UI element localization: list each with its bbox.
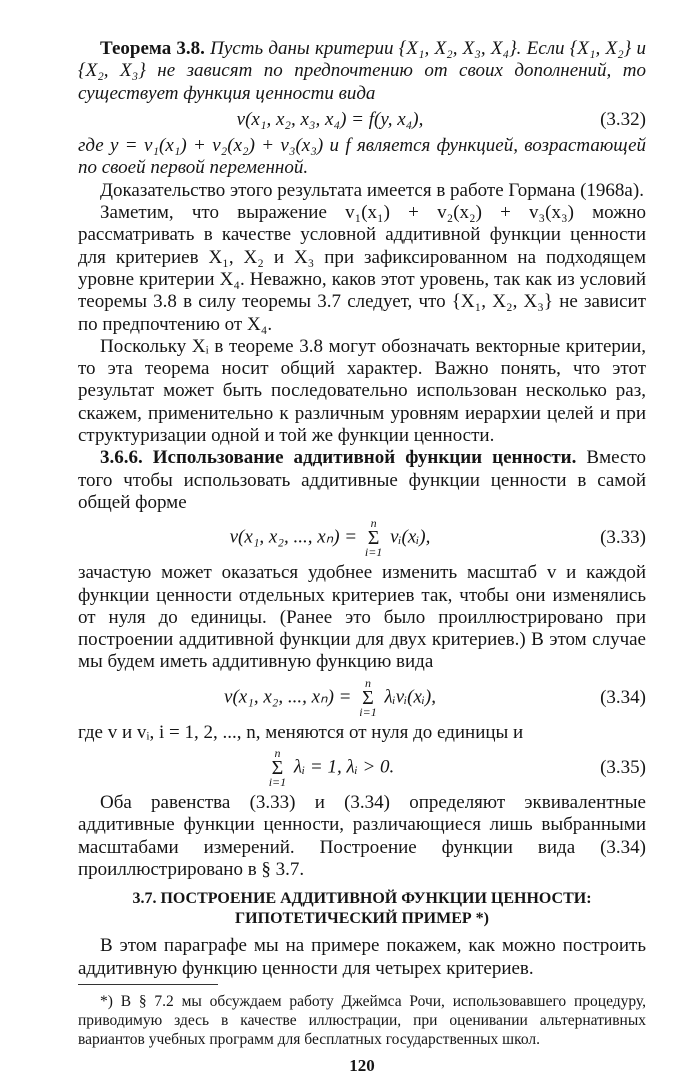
formula-3-32 xyxy=(78,109,646,131)
formula-3-32-expr: v(x₁, x₂, x₃, x₄) = f(y, x₄), xyxy=(236,108,424,130)
sum-lower-limit: i=1 xyxy=(359,704,377,719)
sigma-glyph: Σ xyxy=(367,527,380,550)
formula-3-34-lhs: v(x₁, x₂, ..., xₙ) = xyxy=(224,686,352,708)
section-heading xyxy=(78,889,646,929)
formula-3-35-number: (3.35) xyxy=(600,756,646,778)
formula-3-32-number: (3.32) xyxy=(600,108,646,130)
sum-lower-limit: i=1 xyxy=(364,545,383,560)
formula-3-34-expr xyxy=(78,675,582,719)
theorem-text: Пусть даны критерии {X₁, X₂, X₃, X₄}. Если {X₁, X₂} и {X₂, X₃} не зависят по предпочтению от своих дополнений, то существует функция ценности вида xyxy=(78,38,647,104)
page-number: 120 xyxy=(349,1055,375,1075)
sum-lower-limit: i=1 xyxy=(268,775,287,790)
sum-symbol xyxy=(269,748,286,788)
paragraph-equivalence: Оба равенства (3.33) и (3.34) определяют эквивалентные аддитивные функции ценности, различающиеся лишь выбранными масштабами измерений. Построение функции вида (3.34) проиллюстрировано в § 3.7. xyxy=(78,792,646,880)
proof-reference: Доказательство этого результата имеется в работе Гормана (1968а). xyxy=(100,179,644,201)
paragraph-intro: В этом параграфе мы на примере покажем, как можно построить аддитивную функцию ценности для четырех критериев. xyxy=(78,935,646,979)
formula-3-34-number: (3.34) xyxy=(600,686,646,708)
subsection-heading: 3.6.6. Использование аддитивной функции ценности. xyxy=(100,447,577,469)
sum-symbol xyxy=(365,518,382,558)
formula-3-33 xyxy=(78,518,646,558)
sum-upper-limit: n xyxy=(274,746,281,761)
sum-symbol xyxy=(359,675,377,719)
formula-3-33-lhs: v(x₁, x₂, ..., xₙ) = xyxy=(229,526,358,548)
formula-3-34 xyxy=(78,675,646,719)
theorem-label: Теорема 3.8. xyxy=(100,38,205,59)
paragraph-range: где v и vᵢ, i = 1, 2, ..., n, меняются от нуля до единицы и xyxy=(78,721,524,743)
paragraph-note: Заметим, что выражение v₁(x₁) + v₂(x₂) + v₃(x₃) можно рассматривать в качестве условной аддитивной функции ценности для критериев X₁, X₂ и X₃ при зафиксированном на подходящем уровне критерии X₄. Неважно, каков этот уровень, так как из условий теоремы 3.8 в силу теоремы 3.7 следует, что {X₁, X₂, X₃} не зависит по предпочтению от X₄. xyxy=(78,202,646,335)
formula-3-34-rhs: λᵢvᵢ(xᵢ), xyxy=(384,686,436,708)
theorem-where: где y = v₁(x₁) + v₂(x₂) + v₃(x₃) и f является функцией, возрастающей по своей первой переменной. xyxy=(78,135,646,179)
paragraph-scale: зачастую может оказаться удобнее изменить масштаб v и каждой функции ценности отдельных критериев так, чтобы они изменялись от нуля до единицы. (Ранее это было проиллюстрировано при построении аддитивной функции для двух критериев.) В этом случае мы будем иметь аддитивную функцию вида xyxy=(78,562,646,673)
formula-3-33-number: (3.33) xyxy=(600,527,646,549)
formula-3-35 xyxy=(78,748,646,788)
sigma-glyph: Σ xyxy=(362,686,374,709)
paragraph-vector-criteria: Поскольку Xᵢ в теореме 3.8 могут обозначать векторные критерии, то эта теорема носит общий характер. Важно понять, что этот результат может быть последовательно использован несколько раз, скажем, применительно к различным уровням иерархии целей и при структуризации одной и той же функции ценности. xyxy=(78,335,646,447)
footnote-divider xyxy=(78,984,218,985)
page-content xyxy=(78,38,646,1077)
section-heading-line-1: 3.7. ПОСТРОЕНИЕ АДДИТИВНОЙ ФУНКЦИИ ЦЕННОСТИ: xyxy=(132,890,592,908)
theorem-paragraph xyxy=(78,38,646,105)
section-heading-line-2: ГИПОТЕТИЧЕСКИЙ ПРИМЕР *) xyxy=(235,910,489,928)
formula-3-33-rhs: vᵢ(xᵢ), xyxy=(390,526,431,548)
formula-3-35-expr xyxy=(78,748,582,788)
sigma-glyph: Σ xyxy=(271,757,284,780)
sum-upper-limit: n xyxy=(370,516,377,531)
subsection-text: Вместо того чтобы использовать аддитивные функции ценности в самой общей форме xyxy=(78,447,646,513)
formula-3-35-rhs: λᵢ = 1, λᵢ > 0. xyxy=(293,756,395,778)
subsection-paragraph xyxy=(78,447,646,514)
sum-upper-limit: n xyxy=(364,675,371,690)
formula-3-33-expr xyxy=(78,518,582,558)
footnote: *) В § 7.2 мы обсуждаем работу Джеймса Рочи, использовавшего процедуру, приводимую здесь в качестве иллюстрации, при оценивании альтернативных вариантов учебных программ для бесплатных государственных школ. xyxy=(78,992,646,1048)
